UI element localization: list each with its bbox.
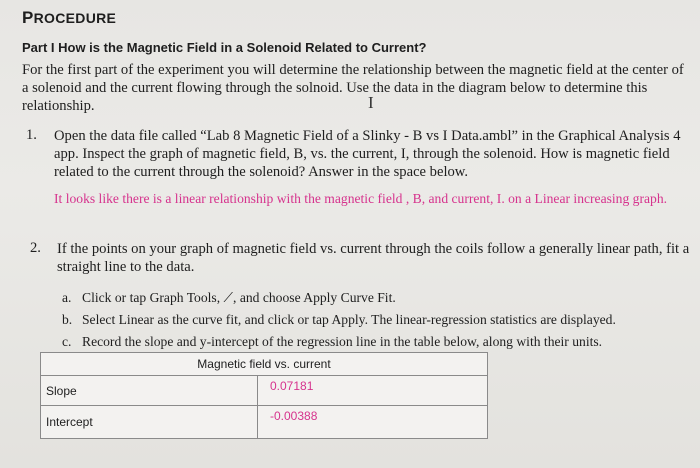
heading-first-letter: P (22, 8, 34, 27)
item-2-number: 2. (30, 240, 41, 256)
heading-rest: ROCEDURE (33, 10, 117, 26)
intro-paragraph: For the first part of the experiment you will determine the relationship between the magnetic field at the center of a solenoid and the current flowing through the solnoid. Use the data in the diagram below to determine this relationship. (22, 62, 684, 114)
regression-table (40, 352, 488, 439)
table-title: Magnetic field vs. current (41, 353, 487, 376)
item-1-text: Open the data file called “Lab 8 Magnetic Field of a Slinky - B vs I Data.ambl” in the Graphical Analysis 4 app. Inspect the graph of magnetic field, B, vs. the current, I, through the solenoid. How is magnetic field related to the current through the solenoid? Answer in the space below. (54, 128, 681, 180)
item-1-answer: It looks like there is a linear relationship with the magnetic field , B, and current, I. on a Linear increasing graph. (54, 191, 668, 206)
procedure-heading (22, 8, 116, 28)
item-1-number: 1. (26, 127, 37, 143)
subitem-a-text: Click or tap Graph Tools, ⟋, and choose Apply Curve Fit. (82, 290, 396, 305)
subitem-a-letter: a. (62, 290, 72, 305)
intercept-label: Intercept (41, 406, 258, 438)
slope-label: Slope (41, 376, 258, 405)
slope-value[interactable]: 0.07181 (270, 379, 314, 393)
text-cursor-icon: I (368, 93, 374, 112)
subitem-b-letter: b. (62, 312, 73, 327)
subitem-c-letter: c. (62, 334, 72, 349)
intercept-value[interactable]: -0.00388 (270, 409, 318, 423)
subitem-c-text: Record the slope and y-intercept of the regression line in the table below, along with their units. (82, 334, 603, 349)
part-title: Part I How is the Magnetic Field in a Solenoid Related to Current? (22, 40, 427, 55)
table-row (41, 376, 487, 406)
table-row (41, 406, 487, 438)
subitem-b-text: Select Linear as the curve fit, and click or tap Apply. The linear-regression statistics are displayed. (82, 312, 616, 327)
item-2-text: If the points on your graph of magnetic field vs. current through the coils follow a generally linear path, fit a straight line to the data. (57, 241, 690, 275)
